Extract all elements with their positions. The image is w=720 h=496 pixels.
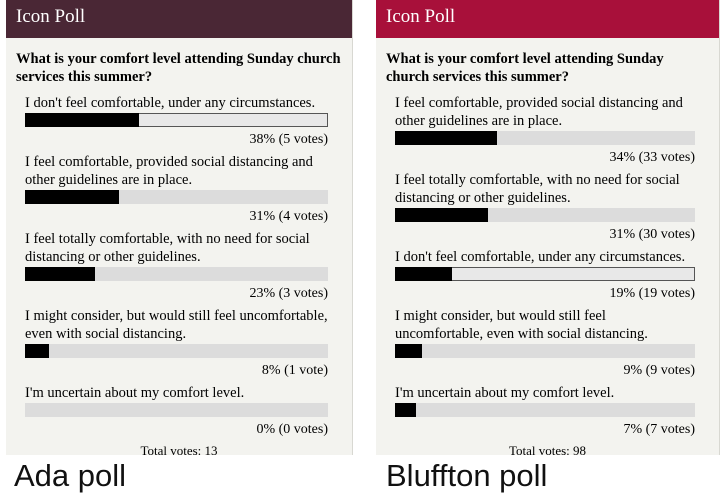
poll-result-bar <box>395 267 695 281</box>
poll-option-label: I feel comfortable, provided social distancing and other guidelines are in place. <box>25 154 313 188</box>
poll-option-label: I'm uncertain about my comfort level. <box>25 385 245 401</box>
poll-result-fill <box>395 208 488 222</box>
poll-result-fill <box>395 403 416 417</box>
poll-option-label: I don't feel comfortable, under any circumstances. <box>395 249 686 265</box>
poll-question: What is your comfort level attending Sunday church services this summer? <box>386 51 664 85</box>
poll-panel-ada <box>6 0 353 455</box>
poll-result-fill <box>395 267 452 281</box>
poll-result-fill <box>395 344 422 358</box>
poll-total-votes: Total votes: 98 <box>508 443 587 455</box>
poll-result-fill <box>25 267 95 281</box>
poll-option-label: I feel comfortable, provided social distancing and other guidelines are in place. <box>395 95 683 129</box>
poll-result-fill <box>25 344 49 358</box>
poll-result-bar <box>25 190 328 204</box>
poll-option <box>376 384 719 439</box>
poll-option-stats: 34% (33 votes) <box>609 150 695 165</box>
poll-option-stats: 38% (5 votes) <box>249 132 328 147</box>
poll-option <box>376 307 719 380</box>
poll-option <box>376 94 719 167</box>
poll-option <box>6 153 352 226</box>
poll-option-stats: 7% (7 votes) <box>623 422 695 437</box>
poll-option-stats: 31% (30 votes) <box>609 227 695 242</box>
poll-option <box>6 384 352 439</box>
poll-option <box>6 307 352 380</box>
poll-option-label: I feel totally comfortable, with no need for social distancing or other guidelines. <box>25 231 310 265</box>
poll-result-bar <box>395 131 695 145</box>
caption-ada: Ada poll <box>14 458 127 493</box>
poll-header: Icon Poll <box>376 0 719 38</box>
poll-result-bar <box>395 208 695 222</box>
poll-option <box>6 94 352 149</box>
poll-option-label: I feel totally comfortable, with no need for social distancing or other guidelines. <box>395 172 680 206</box>
poll-option-label: I might consider, but would still feel uncomfortable, even with social distancing. <box>25 308 328 342</box>
poll-option <box>376 248 719 303</box>
poll-option <box>6 230 352 303</box>
poll-total-votes: Total votes: 13 <box>140 443 218 455</box>
poll-option-stats: 0% (0 votes) <box>256 422 328 437</box>
poll-result-bar <box>395 403 695 417</box>
poll-result-bar <box>395 344 695 358</box>
poll-option-stats: 31% (4 votes) <box>249 209 328 224</box>
poll-panel-bluffton <box>376 0 720 455</box>
poll-result-bar <box>25 344 328 358</box>
poll-option-stats: 19% (19 votes) <box>609 286 695 301</box>
poll-result-bar <box>25 113 328 127</box>
poll-option-stats: 23% (3 votes) <box>249 286 328 301</box>
poll-header: Icon Poll <box>6 0 352 38</box>
poll-option-stats: 9% (9 votes) <box>623 363 695 378</box>
poll-option-label: I'm uncertain about my comfort level. <box>395 385 615 401</box>
poll-option <box>376 171 719 244</box>
poll-question: What is your comfort level attending Sunday church services this summer? <box>16 51 341 85</box>
poll-result-bar <box>25 403 328 417</box>
poll-option-stats: 8% (1 vote) <box>261 363 328 378</box>
poll-result-fill <box>25 113 139 127</box>
poll-option-label: I might consider, but would still feel uncomfortable, even with social distancing. <box>395 308 648 342</box>
poll-result-bar <box>25 267 328 281</box>
poll-option-label: I don't feel comfortable, under any circumstances. <box>25 95 316 111</box>
poll-result-fill <box>395 131 497 145</box>
poll-result-fill <box>25 190 119 204</box>
caption-bluffton: Bluffton poll <box>386 458 548 493</box>
